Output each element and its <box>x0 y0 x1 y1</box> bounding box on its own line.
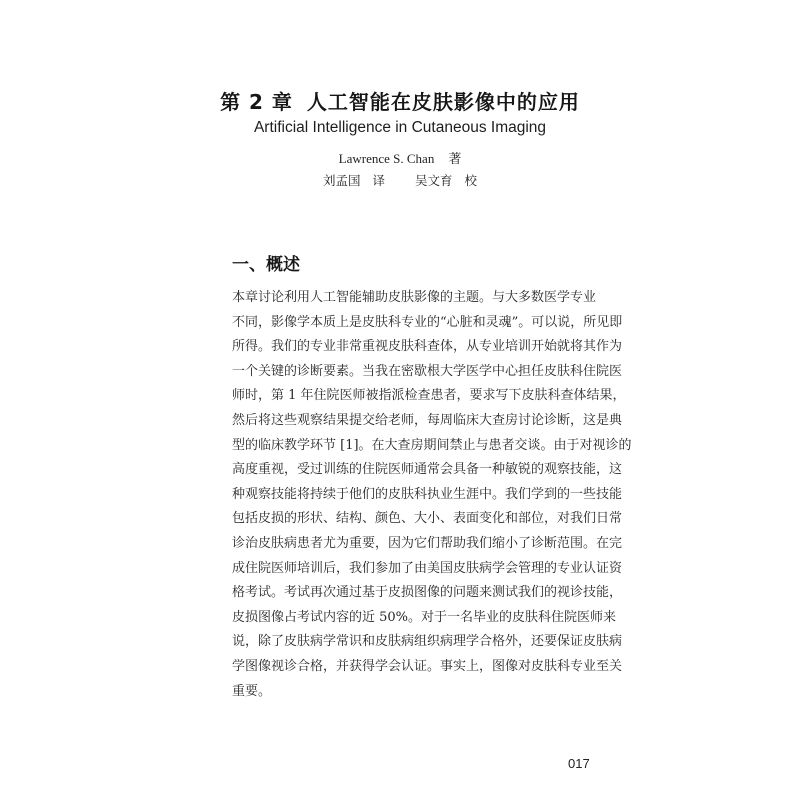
chapter-subtitle: Artificial Intelligence in Cutaneous Imaging <box>253 119 547 136</box>
chapter-title-text: 人工智能在皮肤影像中的应用 <box>306 90 580 114</box>
paragraph-line: 一个关键的诊断要素。当我在密歇根大学医学中心担任皮肤科住院医 <box>232 363 623 379</box>
paragraph-line: 师时，第 1 年住院医师被指派检查患者，要求写下皮肤科查体结果， <box>232 388 626 404</box>
paragraph-line: 诊治皮肤病患者尤为重要，因为它们帮助我们缩小了诊断范围。在完 <box>232 535 623 551</box>
translator-role: 译 <box>372 173 385 188</box>
paragraph-line: 不同，影像学本质上是皮肤科专业的“心脏和灵魂”。可以说，所见即 <box>232 314 623 330</box>
paragraph-line: 说，除了皮肤病学常识和皮肤病组织病理学合格外，还要保证皮肤病 <box>232 634 623 650</box>
paragraph-line: 学图像视诊合格，并获得学会认证。事实上，图像对皮肤科专业至关 <box>232 658 623 674</box>
author-name: Lawrence S. Chan <box>338 151 435 166</box>
chapter-title <box>0 86 800 115</box>
section-heading: 一、概述 <box>232 255 300 275</box>
paragraph-line: 高度重视，受过训练的住院医师通常会具备一种敏锐的观察技能，这 <box>232 462 623 478</box>
paragraph-line: 本章讨论利用人工智能辅助皮肤影像的主题。与大多数医学专业 <box>232 290 597 305</box>
reviewer-role: 校 <box>464 173 478 188</box>
author-role: 著 <box>448 151 462 166</box>
paragraph-line: 所得。我们的专业非常重视皮肤科查体，从专业培训开始就将其作为 <box>232 339 623 355</box>
translator-line <box>0 171 800 189</box>
paragraph-line: 格考试。考试再次通过基于皮损图像的问题来测试我们的视诊技能， <box>232 585 623 601</box>
paragraph-line: 成住院医师培训后，我们参加了由美国皮肤病学会管理的专业认证资 <box>232 560 623 576</box>
chapter-number: 第 2 章 <box>220 90 293 114</box>
paragraph-line: 重要。 <box>232 683 272 699</box>
author-line <box>0 148 800 167</box>
page-number: 017 <box>568 756 590 771</box>
paragraph-line: 型的临床教学环节 [1]。在大查房期间禁止与患者交谈。由于对视诊的 <box>232 437 632 453</box>
paragraph-line: 然后将这些观察结果提交给老师，每周临床大查房讨论诊断，这是典 <box>232 412 623 428</box>
paragraph-line: 包括皮损的形状、结构、颜色、大小、表面变化和部位，对我们日常 <box>232 511 623 527</box>
paragraph-line: 种观察技能将持续于他们的皮肤科执业生涯中。我们学到的一些技能 <box>232 486 623 502</box>
paragraph-line: 皮损图像占考试内容的近 50%。对于一名毕业的皮肤科住院医师来 <box>232 609 617 625</box>
body-paragraph <box>232 286 632 704</box>
reviewer-name: 吴文育 <box>415 173 453 188</box>
translator-name: 刘孟国 <box>322 173 361 188</box>
